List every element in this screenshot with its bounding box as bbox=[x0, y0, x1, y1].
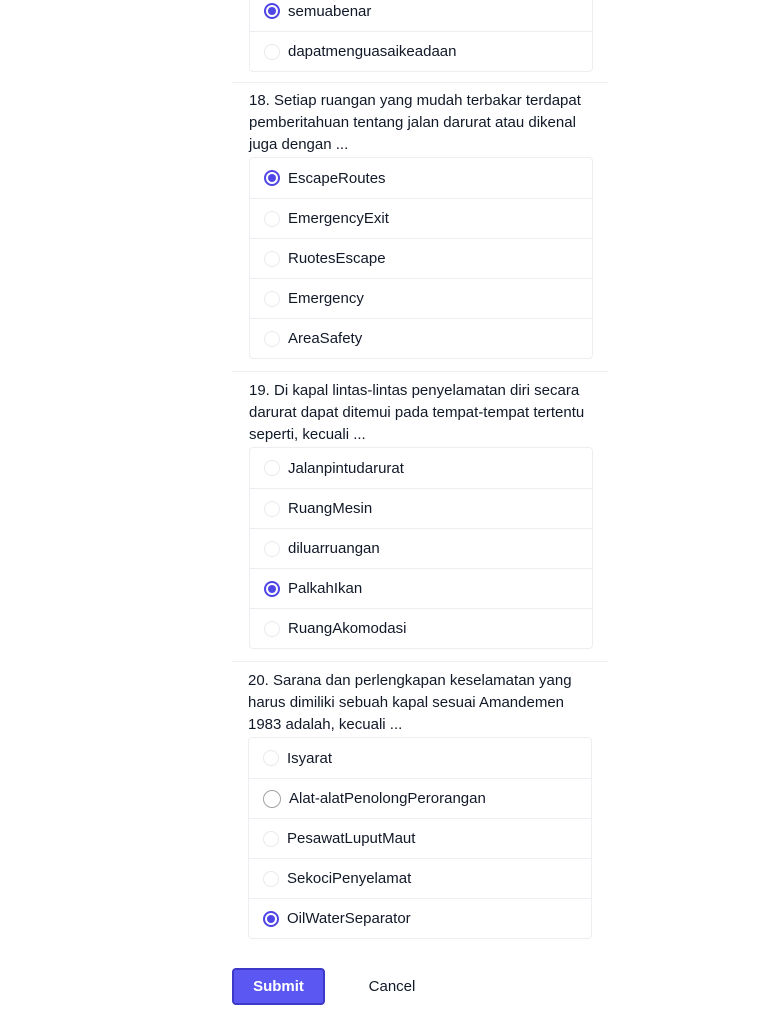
q19-option-2[interactable] bbox=[250, 488, 592, 528]
option-label: EmergencyExit bbox=[288, 210, 389, 227]
q20-option-2[interactable] bbox=[249, 778, 591, 818]
radio-unchecked-icon[interactable] bbox=[263, 871, 279, 887]
question-20-text: 20. Sarana dan perlengkapan keselamatan yang harus dimiliki sebuah kapal sesuai Amandemen 1983 adalah, kecuali ... bbox=[248, 672, 572, 733]
q20-option-3[interactable] bbox=[249, 818, 591, 858]
option-label: Isyarat bbox=[287, 749, 333, 767]
q17-option-2[interactable] bbox=[250, 31, 592, 71]
option-label: RuotesEscape bbox=[288, 250, 386, 267]
radio-unchecked-icon[interactable] bbox=[263, 750, 279, 766]
q20-option-5[interactable] bbox=[249, 898, 591, 938]
radio-unchecked-icon[interactable] bbox=[264, 460, 280, 476]
q17-option-1[interactable] bbox=[250, 0, 592, 31]
cancel-button[interactable]: Cancel bbox=[368, 978, 416, 995]
radio-unchecked-icon[interactable] bbox=[264, 331, 280, 347]
option-label: PesawatLuputMaut bbox=[287, 830, 416, 847]
option-label: AreaSafety bbox=[288, 330, 363, 347]
radio-unchecked-icon[interactable] bbox=[263, 831, 279, 847]
question-19-text: 19. Di kapal lintas-lintas penyelamatan diri secara darurat dapat ditemui pada tempat-tempat tertentu seperti, kecuali ... bbox=[249, 382, 585, 443]
q20-option-1[interactable] bbox=[249, 738, 591, 778]
q18-options bbox=[249, 157, 593, 359]
radio-checked-icon[interactable] bbox=[263, 911, 279, 927]
q18-option-4[interactable] bbox=[250, 278, 592, 318]
question-18-text: 18. Setiap ruangan yang mudah terbakar terdapat pemberitahuan tentang jalan darurat atau dikenal juga dengan ... bbox=[249, 92, 581, 153]
radio-unchecked-icon[interactable] bbox=[264, 44, 280, 60]
radio-unchecked-icon[interactable] bbox=[264, 621, 280, 637]
q20-option-4[interactable] bbox=[249, 858, 591, 898]
option-label: PalkahIkan bbox=[288, 580, 363, 597]
option-label: OilWaterSeparator bbox=[287, 910, 411, 927]
divider bbox=[232, 661, 608, 662]
radio-unchecked-icon[interactable] bbox=[264, 291, 280, 307]
radio-unchecked-icon[interactable] bbox=[264, 501, 280, 517]
q17-options bbox=[249, 0, 593, 72]
option-label: semuabenar bbox=[288, 2, 372, 20]
radio-unchecked-icon[interactable] bbox=[264, 211, 280, 227]
q19-option-5[interactable] bbox=[250, 608, 592, 648]
q18-option-3[interactable] bbox=[250, 238, 592, 278]
radio-checked-icon[interactable] bbox=[264, 581, 280, 597]
q20-options bbox=[248, 737, 592, 939]
radio-unchecked-icon[interactable] bbox=[263, 790, 281, 808]
q19-option-3[interactable] bbox=[250, 528, 592, 568]
option-label: RuangAkomodasi bbox=[288, 620, 407, 637]
radio-checked-icon[interactable] bbox=[264, 3, 280, 19]
option-label: dapatmenguasaikeadaan bbox=[288, 43, 457, 60]
q18-option-1[interactable] bbox=[250, 158, 592, 198]
option-label: diluarruangan bbox=[288, 540, 380, 557]
q18-option-2[interactable] bbox=[250, 198, 592, 238]
submit-button[interactable]: Submit bbox=[232, 968, 325, 1005]
option-label: Alat-alatPenolongPerorangan bbox=[289, 790, 486, 807]
option-label: RuangMesin bbox=[288, 500, 373, 517]
option-label: SekociPenyelamat bbox=[287, 870, 412, 887]
q18-option-5[interactable] bbox=[250, 318, 592, 358]
radio-unchecked-icon[interactable] bbox=[264, 541, 280, 557]
radio-unchecked-icon[interactable] bbox=[264, 251, 280, 267]
divider bbox=[232, 82, 608, 83]
q19-option-1[interactable] bbox=[250, 448, 592, 488]
option-label: EscapeRoutes bbox=[288, 169, 386, 187]
q19-options bbox=[249, 447, 593, 649]
option-label: Jalanpintudarurat bbox=[288, 459, 404, 477]
option-label: Emergency bbox=[288, 290, 364, 307]
divider bbox=[232, 371, 608, 372]
q19-option-4[interactable] bbox=[250, 568, 592, 608]
radio-checked-icon[interactable] bbox=[264, 170, 280, 186]
